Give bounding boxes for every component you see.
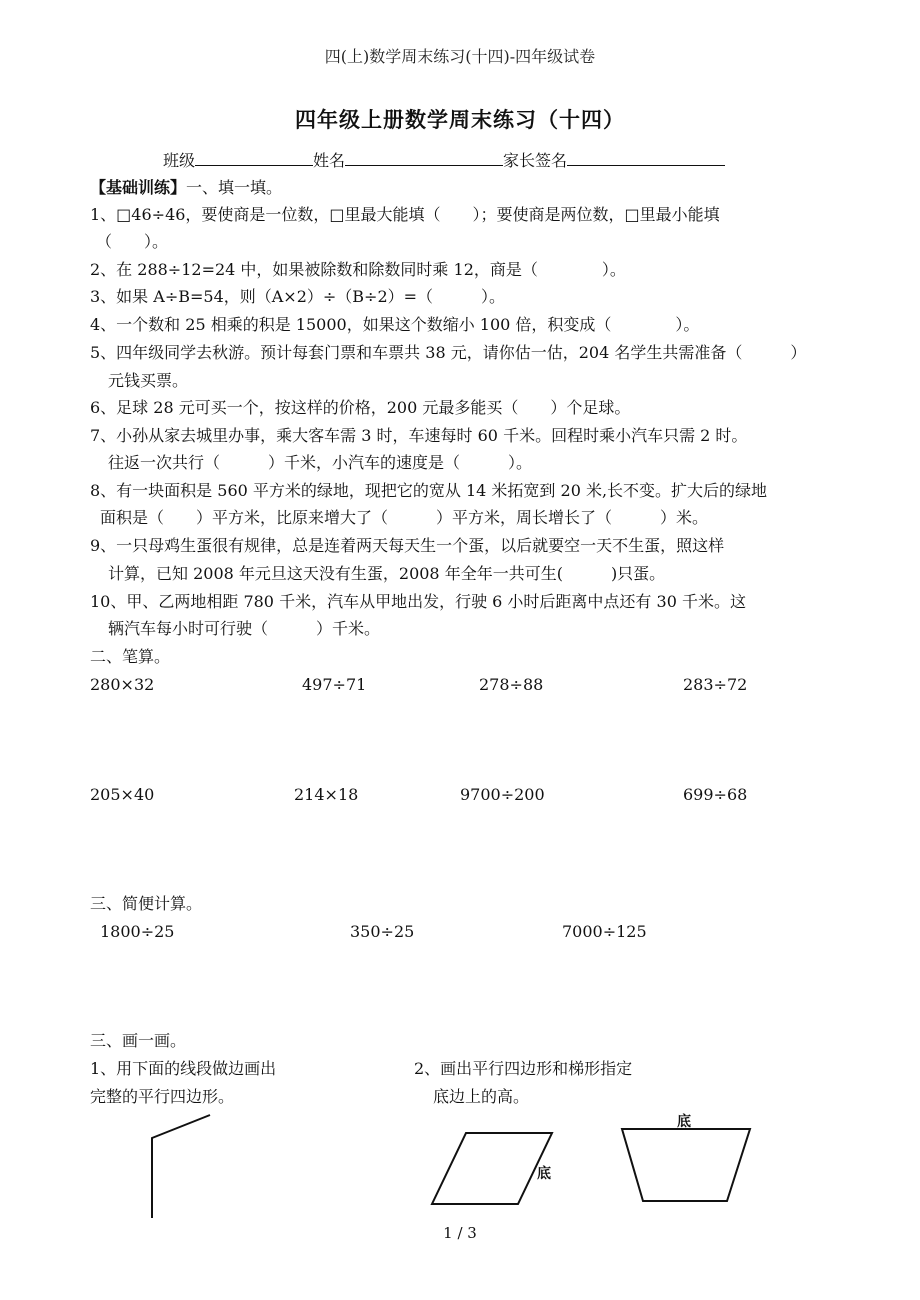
draw-task-2-line-2: 底边上的高。 (433, 1087, 530, 1106)
parallelogram-base-label: 底 (537, 1166, 551, 1182)
simplify-item: 1800÷25 (100, 922, 175, 941)
calc-item: 278÷88 (479, 675, 544, 694)
calc-item: 280×32 (90, 675, 155, 694)
question-2: 2、在 288÷12=24 中，如果被除数和除数同时乘 12，商是（ ）。 (90, 260, 626, 279)
calc-item: 283÷72 (683, 675, 748, 694)
section3-title: 三、简便计算。 (90, 894, 203, 913)
question-5-line-1: 5、四年级同学去秋游。预计每套门票和车票共 38 元，请你估一估，204 名学生共需准备（ ） (90, 343, 807, 362)
calc-item: 9700÷200 (460, 785, 545, 804)
parent-signature-label: 家长签名 (503, 151, 568, 170)
section1-title: 一、填一填。 (186, 178, 283, 197)
question-5-line-2: 元钱买票。 (108, 371, 189, 390)
question-1-line-1: 1、□46÷46，要使商是一位数，□里最大能填（ ）；要使商是两位数，□里最小能填 (90, 205, 720, 224)
question-7-line-1: 7、小孙从家去城里办事，乘大客车需 3 时，车速每时 60 千米。回程时乘小汽车只需 2 时。 (90, 426, 748, 445)
page-number: 1 / 3 (443, 1224, 477, 1242)
section4-title: 三、画一画。 (90, 1031, 187, 1050)
parallelogram-figure (432, 1133, 552, 1204)
draw-task-2-line-1: 2、画出平行四边形和梯形指定 (414, 1059, 633, 1078)
calc-item: 497÷71 (302, 675, 367, 694)
simplify-item: 7000÷125 (562, 922, 647, 941)
question-1-line-2: （ ）。 (96, 232, 169, 251)
draw-task-1-line-1: 1、用下面的线段做边画出 (90, 1059, 277, 1078)
trapezoid-figure (622, 1129, 750, 1201)
trapezoid-base-label: 底 (677, 1114, 691, 1130)
class-label: 班级 (163, 151, 196, 170)
simplify-item: 350÷25 (350, 922, 415, 941)
question-10-line-2: 辆汽车每小时可行驶（ ）千米。 (108, 619, 381, 638)
question-9-line-1: 9、一只母鸡生蛋很有规律，总是连着两天每天生一个蛋，以后就要空一天不生蛋，照这样 (90, 536, 725, 555)
question-4: 4、一个数和 25 相乘的积是 15000，如果这个数缩小 100 倍，积变成（ ）。 (90, 315, 700, 334)
calc-item: 205×40 (90, 785, 155, 804)
section2-title: 二、笔算。 (90, 647, 171, 666)
page-header: 四(上)数学周末练习(十四)-四年级试卷 (324, 47, 596, 66)
question-10-line-1: 10、甲、乙两地相距 780 千米，汽车从甲地出发，行驶 6 小时后距离中点还有 30 千米。这 (90, 592, 746, 611)
calc-item: 699÷68 (683, 785, 748, 804)
question-8-line-2: 面积是（ ）平方米，比原来增大了（ ）平方米，周长增长了（ ）米。 (100, 508, 709, 527)
name-label: 姓名 (313, 151, 346, 170)
question-6: 6、足球 28 元可买一个，按这样的价格，200 元最多能买（ ）个足球。 (90, 398, 631, 417)
question-9-line-2: 计算，已知 2008 年元旦这天没有生蛋，2008 年全年一共可生( )只蛋。 (108, 564, 666, 583)
section1-bracket: 【基础训练】 (90, 178, 187, 197)
question-7-line-2: 往返一次共行（ ）千米，小汽车的速度是（ ）。 (108, 453, 533, 472)
question-8-line-1: 8、有一块面积是 560 平方米的绿地，现把它的宽从 14 米拓宽到 20 米,长不变。扩大后的绿地 (90, 481, 768, 500)
question-3: 3、如果 A÷B=54，则（A×2）÷（B÷2）=（ ）。 (90, 287, 506, 306)
given-segments-figure (152, 1115, 210, 1218)
draw-task-1-line-2: 完整的平行四边形。 (90, 1087, 235, 1106)
page-title: 四年级上册数学周末练习（十四） (295, 108, 625, 132)
calc-item: 214×18 (294, 785, 359, 804)
